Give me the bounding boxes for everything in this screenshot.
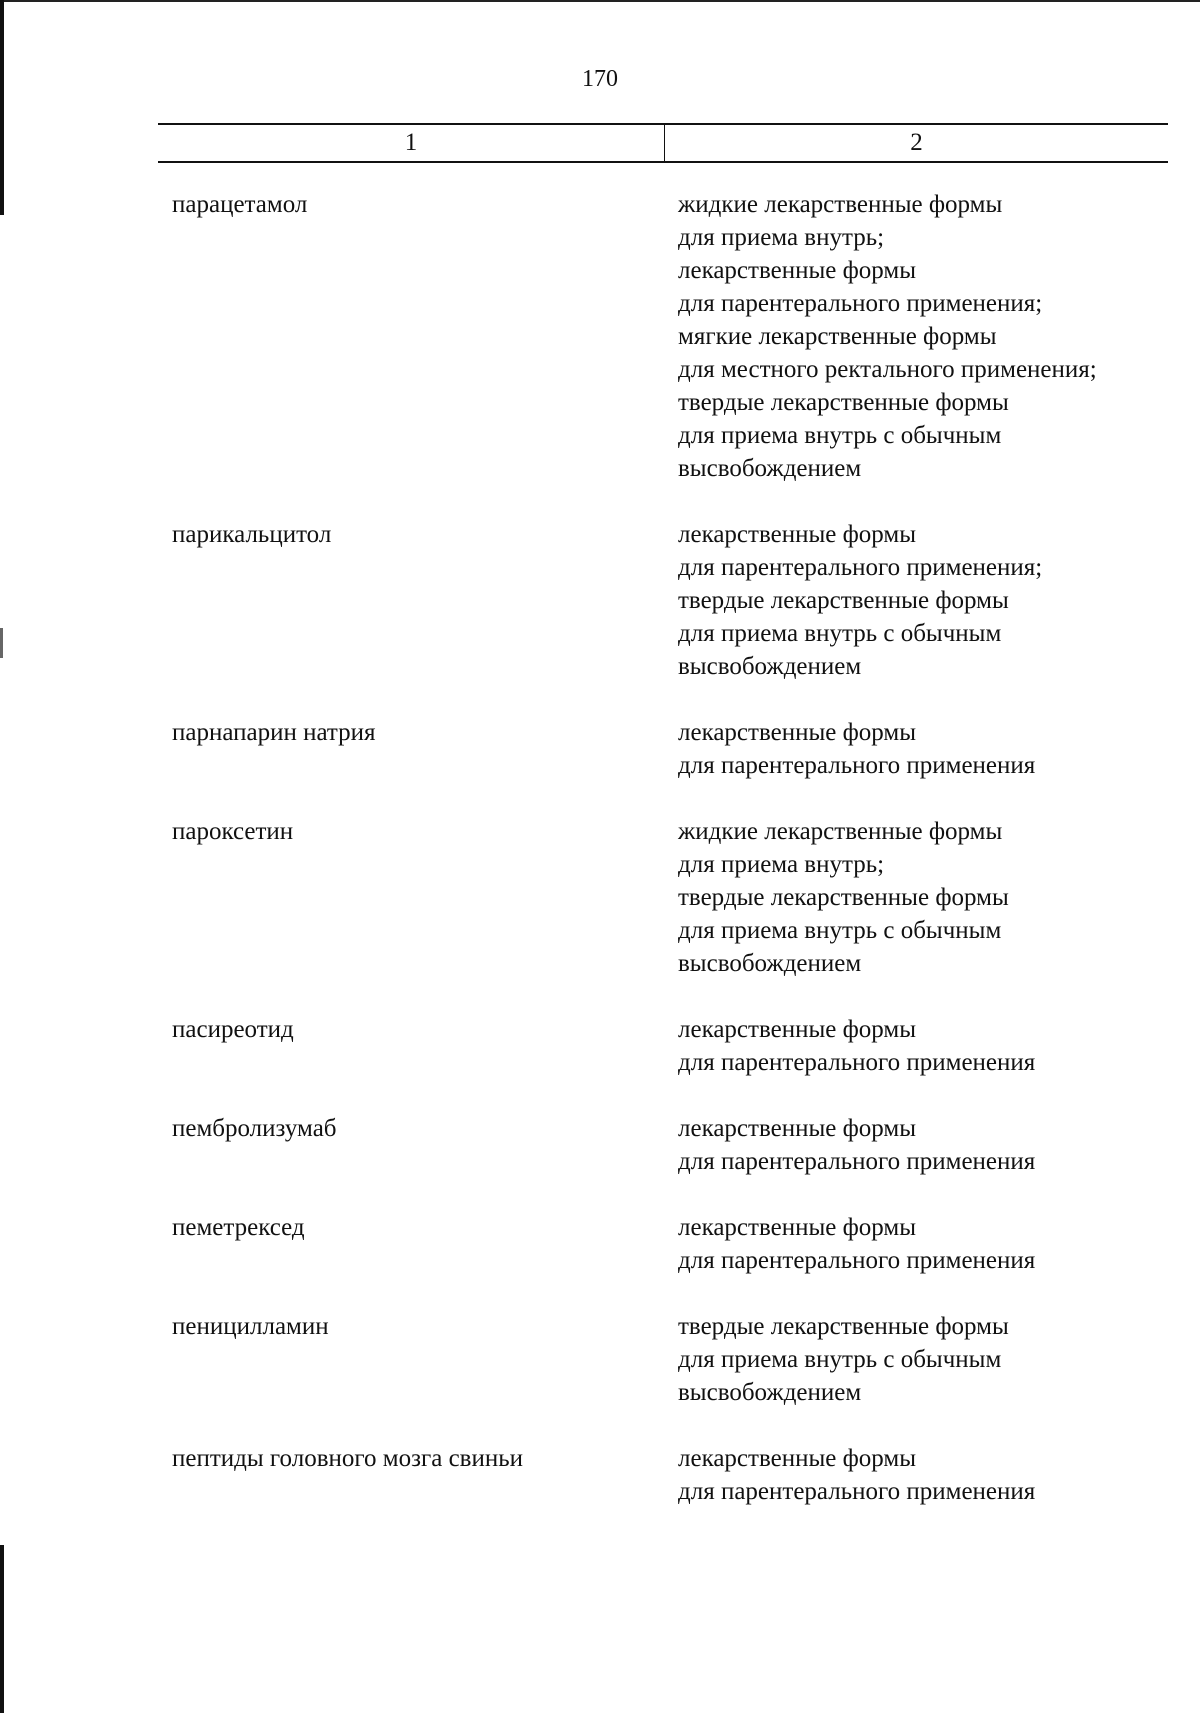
header-column-1: 1 [404, 129, 418, 156]
dosage-forms [678, 1442, 1168, 1508]
table-row [172, 188, 1168, 485]
dosage-form-line: лекарственные формы [678, 521, 917, 548]
drug-name: пептиды головного мозга свиньи [172, 1445, 524, 1472]
dosage-form-line: лекарственные формы [678, 1214, 917, 1241]
dosage-form-line: для парентерального применения [678, 1478, 1036, 1505]
dosage-form-line: для приема внутрь; [678, 224, 885, 251]
dosage-form-line: для местного ректального применения; [678, 356, 1097, 383]
dosage-form-line: твердые лекарственные формы [678, 1313, 1009, 1340]
drug-name: пасиреотид [172, 1016, 294, 1043]
dosage-forms [678, 1013, 1168, 1079]
dosage-form-line: для приема внутрь с обычным [678, 620, 1002, 647]
dosage-form-line: высвобождением [678, 950, 862, 977]
drug-name: пеметрексед [172, 1214, 305, 1241]
table-row [172, 1211, 1168, 1277]
dosage-form-line: жидкие лекарственные формы [678, 191, 1003, 218]
dosage-form-line: лекарственные формы [678, 1445, 917, 1472]
dosage-form-line: для приема внутрь с обычным [678, 1346, 1002, 1373]
dosage-form-line: для приема внутрь с обычным [678, 917, 1002, 944]
table-row [172, 716, 1168, 782]
page-number: 170 [582, 66, 618, 92]
dosage-forms [678, 815, 1168, 980]
table-row [172, 1112, 1168, 1178]
dosage-form-line: мягкие лекарственные формы [678, 323, 997, 350]
dosage-form-line: лекарственные формы [678, 1016, 917, 1043]
dosage-forms [678, 1310, 1168, 1409]
dosage-form-line: твердые лекарственные формы [678, 587, 1009, 614]
dosage-form-line: для парентерального применения [678, 752, 1036, 779]
table-row [172, 518, 1168, 683]
dosage-forms [678, 1211, 1168, 1277]
dosage-form-line: лекарственные формы [678, 719, 917, 746]
scan-edge-left-upper [0, 0, 4, 215]
dosage-form-line: жидкие лекарственные формы [678, 818, 1003, 845]
scan-edge-left-lower [0, 1545, 4, 1713]
scan-edge-top [0, 0, 1200, 2]
table-body [172, 188, 1168, 1541]
table-header [158, 123, 1168, 163]
dosage-form-line: твердые лекарственные формы [678, 884, 1009, 911]
table-row [172, 815, 1168, 980]
drug-name: пембролизумаб [172, 1115, 337, 1142]
table-row [172, 1013, 1168, 1079]
dosage-form-line: для приема внутрь; [678, 851, 885, 878]
dosage-form-line: лекарственные формы [678, 1115, 917, 1142]
drug-name: пеницилламин [172, 1313, 329, 1340]
scan-margin-mark [0, 628, 3, 658]
dosage-form-line: для приема внутрь с обычным [678, 422, 1002, 449]
dosage-forms [678, 188, 1168, 485]
dosage-form-line: высвобождением [678, 653, 862, 680]
dosage-form-line: твердые лекарственные формы [678, 389, 1009, 416]
dosage-form-line: для парентерального применения; [678, 290, 1043, 317]
dosage-form-line: высвобождением [678, 1379, 862, 1406]
dosage-forms [678, 1112, 1168, 1178]
dosage-form-line: высвобождением [678, 455, 862, 482]
dosage-form-line: для парентерального применения [678, 1148, 1036, 1175]
table-row [172, 1310, 1168, 1409]
table-row [172, 1442, 1168, 1508]
drug-name: пароксетин [172, 818, 294, 845]
drug-name: парнапарин натрия [172, 719, 376, 746]
dosage-form-line: для парентерального применения; [678, 554, 1043, 581]
dosage-form-line: лекарственные формы [678, 257, 917, 284]
dosage-form-line: для парентерального применения [678, 1247, 1036, 1274]
dosage-form-line: для парентерального применения [678, 1049, 1036, 1076]
drug-name: парацетамол [172, 191, 308, 218]
dosage-forms [678, 716, 1168, 782]
drug-name: парикальцитол [172, 521, 332, 548]
dosage-forms [678, 518, 1168, 683]
header-column-2: 2 [910, 129, 923, 156]
